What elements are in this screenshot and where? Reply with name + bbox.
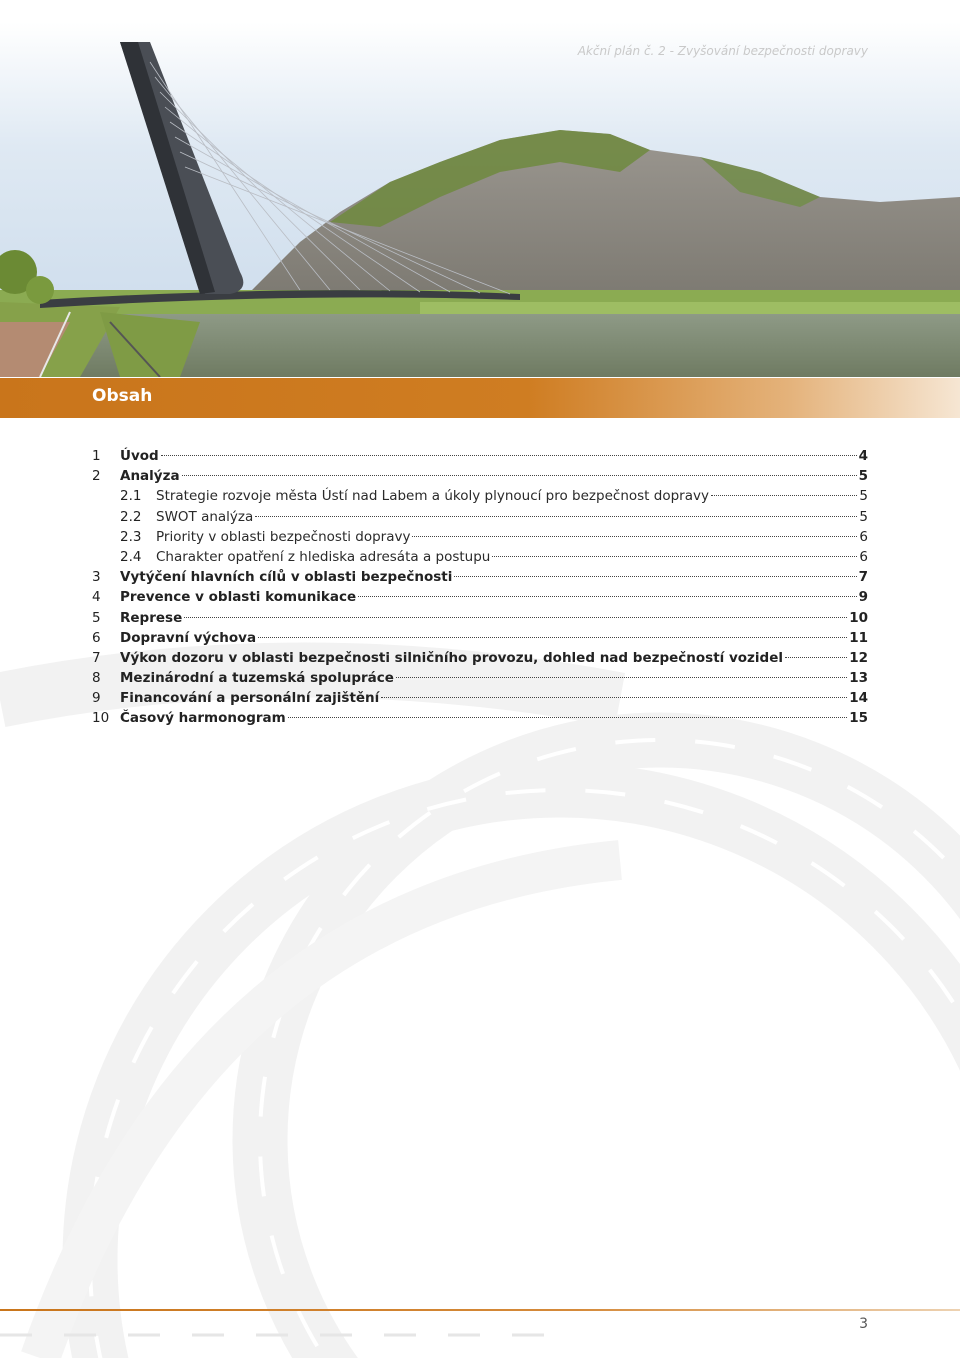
toc-entry[interactable] — [92, 547, 868, 567]
toc-entry-title: Analýza — [120, 468, 180, 485]
toc-entry[interactable] — [92, 668, 868, 688]
toc-dot-leader — [492, 555, 857, 557]
toc-entry-page: 5 — [859, 488, 868, 505]
toc-entry-number: 2.1 — [120, 488, 142, 505]
toc-entry[interactable] — [92, 527, 868, 547]
toc-entry-number: 5 — [92, 609, 101, 626]
toc-entry-page: 11 — [849, 629, 868, 646]
toc-entry[interactable] — [92, 688, 868, 708]
toc-dot-leader — [396, 676, 847, 678]
toc-dot-leader — [412, 535, 857, 537]
toc-dot-leader — [255, 515, 857, 517]
toc-entry-title: Dopravní výchova — [120, 629, 257, 646]
toc-entry-page: 4 — [858, 448, 868, 464]
toc-dot-leader — [182, 474, 857, 476]
toc-entry-page: 7 — [858, 569, 868, 586]
toc-entry[interactable] — [92, 486, 868, 506]
toc-entry-number: 2 — [92, 468, 101, 485]
toc-entry-page: 5 — [859, 508, 868, 525]
page-number: 3 — [859, 1316, 868, 1332]
toc-entry-title: Mezinárodní a tuzemská spolupráce — [120, 670, 394, 687]
toc-entry[interactable] — [92, 507, 868, 527]
toc-entry-title: Priority v oblasti bezpečnosti dopravy — [156, 528, 411, 545]
hero-photo — [0, 22, 960, 377]
toc-entry[interactable] — [92, 648, 868, 668]
toc-entry-title: Časový harmonogram — [120, 710, 286, 727]
toc-entry-page: 14 — [849, 690, 868, 707]
toc-entry-title: Charakter opatření z hlediska adresáta a postupu — [156, 548, 491, 565]
section-header-bar — [0, 378, 960, 418]
toc-entry-title: Represe — [120, 609, 183, 626]
toc-entry-page: 6 — [859, 528, 868, 545]
toc-dot-leader — [258, 636, 847, 638]
toc-entry-page: 6 — [859, 548, 868, 565]
toc-entry-page: 12 — [849, 649, 868, 666]
toc-entry-number: 7 — [92, 649, 101, 666]
running-title: Akční plán č. 2 - Zvyšování bezpečnosti dopravy — [577, 44, 868, 58]
toc-entry-title: SWOT analýza — [156, 508, 254, 525]
toc-entry-title: Výkon dozoru v oblasti bezpečnosti silničního provozu, dohled nad bezpečností vozidel — [120, 649, 783, 666]
toc-entry-number: 2.2 — [120, 508, 142, 525]
toc-entry-number: 8 — [92, 670, 101, 687]
toc-entry-number: 4 — [92, 589, 101, 606]
toc-entry-page: 5 — [858, 468, 868, 485]
toc-dot-leader — [358, 595, 856, 597]
toc-entry-number: 9 — [92, 690, 101, 707]
toc-dot-leader — [288, 716, 847, 718]
toc-entry-title: Financování a personální zajištění — [120, 690, 380, 707]
toc-entry[interactable] — [92, 446, 868, 466]
toc-entry-title: Prevence v oblasti komunikace — [120, 589, 357, 606]
toc-entry[interactable] — [92, 608, 868, 628]
toc-dot-leader — [454, 575, 856, 577]
toc-entry-number: 3 — [92, 569, 101, 586]
toc-entry-number: 6 — [92, 629, 101, 646]
section-title: Obsah — [92, 386, 153, 406]
toc-entry-number: 2.3 — [120, 528, 142, 545]
toc-entry-page: 13 — [849, 670, 868, 687]
footer-dash-pattern — [0, 1330, 960, 1340]
toc-entry-title: Strategie rozvoje města Ústí nad Labem a úkoly plynoucí pro bezpečnost dopravy — [156, 488, 709, 505]
toc-dot-leader — [785, 656, 847, 658]
toc-entry[interactable] — [92, 567, 868, 587]
toc-dot-leader — [381, 696, 847, 698]
toc-entry[interactable] — [92, 587, 868, 607]
toc-dot-leader — [711, 494, 857, 496]
table-of-contents — [92, 446, 868, 729]
toc-entry-number: 1 — [92, 448, 101, 464]
toc-entry[interactable] — [92, 466, 868, 486]
toc-entry-title: Vytýčení hlavních cílů v oblasti bezpečnosti — [120, 569, 453, 586]
footer-rule — [0, 1309, 960, 1311]
toc-entry-page: 9 — [858, 589, 868, 606]
toc-entry[interactable] — [92, 708, 868, 728]
toc-entry-number: 10 — [92, 710, 110, 727]
toc-entry-number: 2.4 — [120, 548, 142, 565]
toc-dot-leader — [161, 454, 857, 456]
toc-entry-page: 10 — [849, 609, 868, 626]
toc-entry-page: 15 — [849, 710, 868, 727]
toc-dot-leader — [184, 616, 847, 618]
toc-entry-title: Úvod — [120, 448, 159, 464]
toc-entry[interactable] — [92, 628, 868, 648]
